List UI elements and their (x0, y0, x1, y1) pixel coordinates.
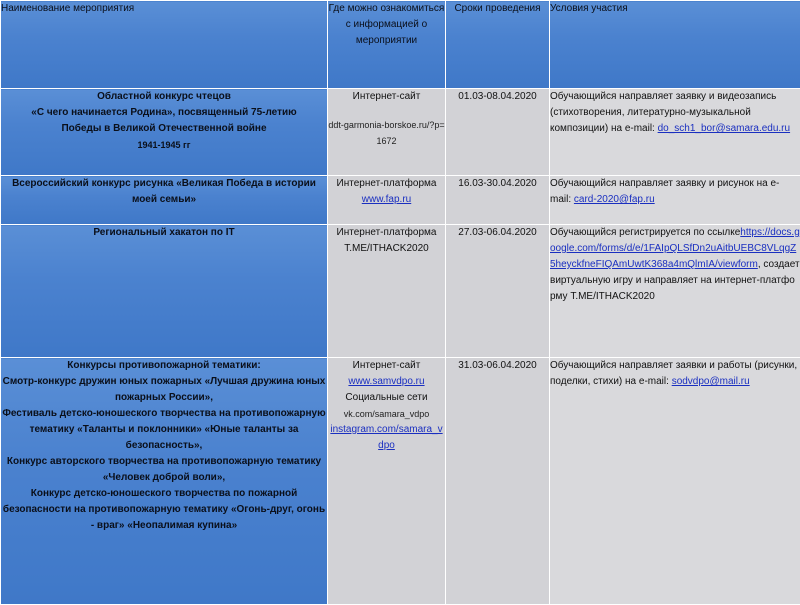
source-label: Интернет-сайт (328, 89, 445, 105)
table-row (1, 358, 800, 605)
info-source-cell (328, 89, 446, 176)
source-link[interactable]: www.fap.ru (328, 192, 445, 208)
dates-cell: 01.03-08.04.2020 (446, 89, 550, 176)
conditions-cell (550, 225, 800, 358)
conditions-text: Обучающийся направляет заявки и работы (рисунки, поделки, стихи) на e-mail: (550, 360, 797, 387)
source-label: Интернет-платформа (328, 225, 445, 241)
event-name-cell (1, 358, 328, 605)
event-title-line: «С чего начинается Родина», посвященный 75-летию (1, 105, 327, 121)
email-link[interactable]: sodvdpo@mail.ru (672, 376, 750, 387)
event-name-cell: Региональный хакатон по IT (1, 225, 328, 358)
conditions-cell (550, 358, 800, 605)
table-row (1, 89, 800, 176)
conditions-cell (550, 176, 800, 225)
event-title-line: 1941-1945 гг (1, 137, 327, 153)
vk-url: vk.com/samara_vdpo (328, 406, 445, 422)
dates-cell: 31.03-06.04.2020 (446, 358, 550, 605)
registration-link[interactable]: https://docs.google.com/forms/d/e/1FAIpQLSfDn2uAitbUEBC8VLqgZ5heyckfneFIQAmUwtK368a4mQlmIA/viewform (550, 227, 800, 270)
conditions-text: Обучающийся направляет заявку и рисунок на e-mail: (550, 178, 779, 205)
email-link[interactable]: card-2020@fap.ru (574, 194, 655, 205)
conditions-text: Обучающийся регистрируется по ссылке (550, 227, 740, 238)
header-conditions: Условия участия (550, 1, 800, 89)
source-url: T.ME/ITHACK2020 (328, 241, 445, 257)
header-info-source: Где можно ознакомиться с информацией о мероприятии (328, 1, 446, 89)
info-source-cell (328, 358, 446, 605)
event-title-line: Фестиваль детско-юношеского творчества на противопожарную тематику «Таланты и поклонники» «Юные таланты за безопасность», (1, 406, 327, 454)
table-row (1, 225, 800, 358)
source-link[interactable]: www.samvdpo.ru (328, 374, 445, 390)
event-name-cell (1, 89, 328, 176)
header-dates: Сроки проведения (446, 1, 550, 89)
source-label: Социальные сети (328, 390, 445, 406)
conditions-text: , создает виртуальную игру и направляет на интернет-платформу T.ME/ITHACK2020 (550, 259, 800, 302)
instagram-link[interactable]: instagram.com/samara_vdpo (328, 422, 445, 454)
table-row (1, 176, 800, 225)
source-label: Интернет-платформа (328, 176, 445, 192)
event-title-line: Конкурсы противопожарной тематики: (1, 358, 327, 374)
header-event-name: Наименование мероприятия (1, 1, 328, 89)
event-title-line: Конкурс детско-юношеского творчества по пожарной безопасности на противопожарную тематику «Огонь-друг, огонь - враг» «Неопалимая купина» (1, 486, 327, 534)
event-title-line: Областной конкурс чтецов (1, 89, 327, 105)
header-row (1, 1, 800, 89)
event-title-line: Конкурс авторского творчества на противопожарную тематику «Человек доброй воли», (1, 454, 327, 486)
conditions-cell (550, 89, 800, 176)
event-title-line: Смотр-конкурс дружин юных пожарных «Лучшая дружина юных пожарных России», (1, 374, 327, 406)
dates-cell: 16.03-30.04.2020 (446, 176, 550, 225)
dates-cell: 27.03-06.04.2020 (446, 225, 550, 358)
source-label: Интернет-сайт (328, 358, 445, 374)
info-source-cell (328, 176, 446, 225)
source-url: ddt-garmonia-borskoe.ru/?p=1672 (328, 117, 445, 149)
event-title-line: Победы в Великой Отечественной войне (1, 121, 327, 137)
conditions-text: Обучающийся направляет заявку и видеозапись (стихотворения, литературно-музыкальной композиции) на e-mail: (550, 91, 776, 134)
event-name-cell: Всероссийский конкурс рисунка «Великая Победа в истории моей семьи» (1, 176, 328, 225)
info-source-cell (328, 225, 446, 358)
email-link[interactable]: do_sch1_bor@samara.edu.ru (658, 123, 790, 134)
